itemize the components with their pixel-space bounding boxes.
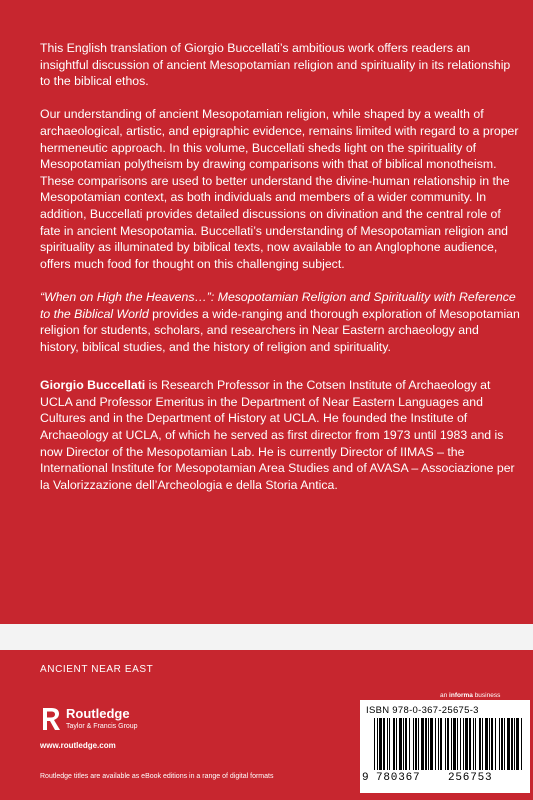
barcode-bar xyxy=(460,718,461,770)
description-paragraph-3 xyxy=(40,289,520,355)
barcode-bar xyxy=(413,718,414,770)
barcode-bar xyxy=(511,718,513,770)
barcode-bar xyxy=(430,718,433,770)
barcode-bar xyxy=(499,718,500,770)
barcode-bar xyxy=(399,718,402,770)
barcode-bars xyxy=(374,718,524,774)
informa-business-tag xyxy=(440,692,500,699)
barcode-bar xyxy=(435,718,436,770)
barcode-bar xyxy=(473,718,474,770)
informa-suffix: business xyxy=(472,692,501,699)
barcode-bar xyxy=(453,718,456,770)
barcode-bar xyxy=(457,718,458,770)
barcode-bar xyxy=(374,718,375,770)
barcode-bar xyxy=(377,718,378,770)
informa-brand: informa xyxy=(449,692,473,699)
barcode-bar xyxy=(479,718,481,770)
barcode-bar xyxy=(379,718,382,770)
publisher-name: Routledge xyxy=(66,706,130,721)
publisher-group: Taylor & Francis Group xyxy=(66,723,138,730)
isbn-barcode xyxy=(360,700,530,793)
barcode-bar xyxy=(396,718,397,770)
barcode-bar xyxy=(469,718,471,770)
barcode-bar xyxy=(521,718,522,770)
barcode-group-2: 256753 xyxy=(448,772,493,784)
barcode-bar xyxy=(387,718,388,770)
barcode-bar xyxy=(463,718,464,770)
barcode-bar xyxy=(501,718,503,770)
description-paragraph-1: This English translation of Giorgio Buccellati’s ambitious work offers readers an insightful discussion of ancient Mesopotamian religion and spirituality in its relationship to the biblical ethos. xyxy=(40,41,511,89)
barcode-bar xyxy=(465,718,468,770)
isbn-label: ISBN 978-0-367-25675-3 xyxy=(366,705,479,716)
description-paragraph-3-rest: provides a wide-ranging and thorough exploration of Mesopotamian religion for students, scholars, and researchers in Near Eastern archaeology and history, biblical studies, and the history of religion and spirituality. xyxy=(40,306,520,354)
barcode-bar xyxy=(438,718,439,770)
barcode-bar xyxy=(383,718,385,770)
barcode-bar xyxy=(504,718,505,770)
barcode-bar xyxy=(425,718,427,770)
back-cover-copy xyxy=(40,40,520,510)
barcode-bar xyxy=(482,718,483,770)
barcode-bar xyxy=(445,718,446,770)
barcode-bar xyxy=(440,718,442,770)
routledge-logo-icon xyxy=(40,706,62,732)
barcode-bar xyxy=(495,718,496,770)
informa-prefix: an xyxy=(440,692,450,699)
barcode-bar xyxy=(428,718,429,770)
author-bio-text: is Research Professor in the Cotsen Institute of Archaeology at UCLA and Professor Emeritus in the Department of Near Eastern Languages and Cultures and in the Department of History at UCLA. He founded the Institute of Archaeology at UCLA, of which he served as first director from 1973 until 1983 and is now Director of the Mesopotamian Lab. He is currently Director of IIMAS – the International Institute for Mesopotamian Area Studies and of AVASA – Associazione per la Valorizzazione dell’Archeologia e della Storia Antica. xyxy=(40,378,515,492)
barcode-bar xyxy=(393,718,395,770)
barcode-bar xyxy=(418,718,419,770)
barcode-bar xyxy=(389,718,390,770)
publisher-url[interactable]: www.routledge.com xyxy=(40,741,116,750)
barcode-bar xyxy=(451,718,452,770)
barcode-bar xyxy=(403,718,404,770)
barcode-bar xyxy=(514,718,515,770)
barcode-first-digit: 9 xyxy=(362,772,370,784)
barcode-bar xyxy=(507,718,510,770)
barcode-bar xyxy=(516,718,519,770)
author-name: Giorgio Buccellati xyxy=(40,378,146,393)
barcode-group-1: 780367 xyxy=(376,772,421,784)
description-paragraph-2: Our understanding of ancient Mesopotamian religion, while shaped by a wealth of archaeological, artistic, and epigraphic evidence, remains limited with regard to a proper hermeneutic approach. In this volume, Buccellati sheds light on the spirituality of Mesopotamian polytheism by drawing comparisons with that of biblical monotheism. These comparisons are used to better understand the divine-human relationship in the Mesopotamian context, as both individuals and members of a wider community. In addition, Buccellati provides detailed discussions on divination and the central role of fate in ancient Mesopotamia. Buccellati’s understanding of Mesopotamian religion and spirituality as illuminated by biblical texts, now available to an Anglophone audience, offers much food for thought on this challenging subject. xyxy=(40,107,519,271)
ebook-availability-note: Routledge titles are available as eBook editions in a range of digital formats xyxy=(40,773,274,780)
book-title-italic: “When on High the Heavens…”: Mesopotamian Religion and Spirituality with Reference to the Biblical World xyxy=(40,289,516,321)
barcode-bar xyxy=(491,718,493,770)
barcode-bar xyxy=(485,718,488,770)
barcode-bar xyxy=(409,718,410,770)
barcode-bar xyxy=(489,718,490,770)
barcode-bar xyxy=(421,718,424,770)
author-bio xyxy=(40,377,520,493)
divider-band xyxy=(0,624,533,650)
barcode-bar xyxy=(415,718,417,770)
barcode-bar xyxy=(405,718,407,770)
barcode-bar xyxy=(475,718,476,770)
subject-category: ANCIENT NEAR EAST xyxy=(40,664,154,675)
barcode-bar xyxy=(447,718,449,770)
